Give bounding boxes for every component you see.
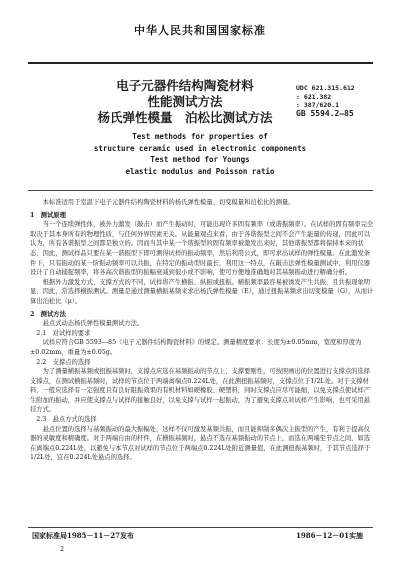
page-number: 2 (60, 545, 65, 553)
implementation-date: 1986－12－01实施 (296, 531, 363, 540)
header-rule (28, 62, 373, 64)
footer-rule (28, 527, 373, 528)
subsection-2-3-paragraph: 悬点位置的选择与基频振动的最大振幅处，这样不仅可激发基频共振，而且能抑制多偶次主振型的产生，有利于提高仪器的灵敏度和精确度。对于两端自由的杆件，在横振基频时，悬点不选在基频振动的节点上，而选在两端至节点之间，如选在离端点0.224L处，以避免与本节点对试样的节点位于两端点0.224L处附近测量值，在此测扭振基频时，于其节点选择于1/2L处，宜在0.224L处悬点的选择。 (30, 425, 371, 462)
document-body (30, 198, 375, 463)
english-title-line-4: elastic modulus and Poisson ratio (125, 166, 275, 176)
scope-paragraph: 本标准适用于室温下电子元器件结构陶瓷材料的杨氏弹性模量、切变模量和泊松比的测量。 (42, 199, 295, 206)
national-standard-header: 中华人民共和国国家标准 (134, 24, 266, 37)
english-title-line-2: structure ceramic used in electronic components (93, 143, 307, 153)
section-1-paragraph-2: 根据外力激发方式、支撑方式的不同，试样将产生横振、纵振或扭振。横振频率最容易被诱发产生共振，且共振现象明显，因此，常选择横振测试。测量是通过测量横振基频来求出杨氏弹性模量（E），通过扭振基频求出切变模量（G），从而计算出泊松比（μ）。 (30, 278, 374, 305)
section-1-heading: 1 测试原理 (30, 211, 66, 219)
title-line-1: 电子元器件结构陶瓷材料 (116, 78, 254, 93)
gb-number: GB 5594.2—85 (296, 108, 354, 118)
english-title-line-3: Test method for Youngs (150, 155, 250, 164)
udc-classification (296, 84, 391, 118)
udc-line-3: : 387/620.1 (296, 101, 340, 109)
udc-line-2: : 621.382 (296, 92, 332, 101)
subsection-2-3-heading: 2.3 悬点方式的选择 (36, 416, 97, 424)
title-divider (28, 190, 373, 191)
udc-line-1: UDC 621.315.612 (296, 84, 355, 92)
subsection-2-2-paragraph: 为了测量横振基频或扭振基频时，支撑点应选在基频振动的节点上，支撑要刚性，可按照画出的位置进行支撑点的选择支撑点，在测试横振基频时，试样的节点位于两端离端点0.224L处，在此测扭振基频时，支撑点位于1/2L处。对于支撑材料，一般应选择有一定强度且有良好阻振效果的有机材料如硬橡胶、硬塑料，同时支撑点应尽可能细，以免支撑点使试样产生附加的振动，并应使支撑点与试样的接触良好，以免支撑与试样一起振动，为了避免支撑点对试样产生影响，也可采用悬挂方式。 (30, 368, 371, 414)
title-line-2: 性能测试方法 (147, 94, 223, 109)
subsection-2-2-heading: 2.2 支撑点的选择 (36, 358, 91, 366)
publish-date: 国家标准局1985－11－27发布 (32, 531, 134, 540)
subsection-2-1-paragraph: 试样应符合GB 5593—85《电子元器件结构陶瓷材料》的规定。测量精度要求：长度为±0.05mm，宽度和厚度为±0.02mm，重量为±0.05g。 (30, 339, 362, 356)
english-title-line-1: Test methods for properties of (132, 132, 268, 141)
title-line-3: 杨氏弹性模量 泊松比测试方法 (97, 110, 273, 125)
document-title (60, 78, 310, 126)
section-2-intro: 悬点式动态杨氏弹性模量测试方法。 (42, 320, 144, 328)
section-2-heading: 2 测试方法 (30, 310, 66, 318)
english-title (40, 131, 360, 177)
section-1-paragraph-1: 当一个连续弹性体，被外力激发（敲击）而产生振动时，可能出现许多固有频率（或谐振频率）。在试样的固有频率完全取决于其本身所有的物理性质，与任何外界因素无关。从能量观点来看，由于各谐振型之间不会产生能量的传递，因此可以认为，所有各谐振型之间都是独立的。因而当其中某一个谐振型的固有频率被激发出来时，其他谐振型都将保持本来的状态，因此，测试样品只要在某一谐振型下即可测得试样的振动频率，然后利用公式，即可求出试样的弹性模量。在此激发条件下，只有振动的某一阶振动频率可以共振，在特定的振动型时最长，利用这一特点，在敲击法弹性模量测试中，利用仪器设计了自动捕捉频率，将各高次谐振型的振幅衰减到很小或不影响，使可方便地准确地对其基频振动进行精确分析。 (30, 221, 374, 277)
subsection-2-1-heading: 2.1 对试样的要求 (36, 329, 91, 337)
